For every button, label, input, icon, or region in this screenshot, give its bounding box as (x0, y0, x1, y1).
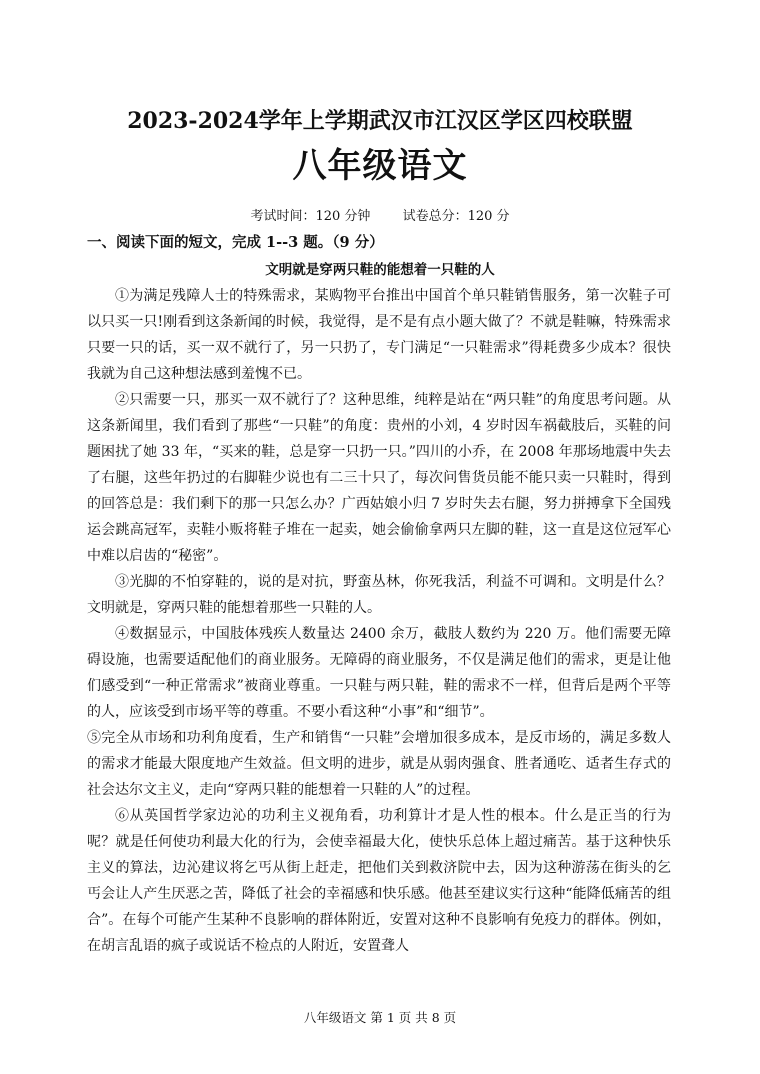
paragraph-1: ①为满足残障人士的特殊需求，某购物平台推出中国首个单只鞋销售服务，第一次鞋子可以只买一只!刚看到这条新闻的时候，我觉得，是不是有点小题大做了？不就是鞋嘛，特殊需求只要一只的话，买一双不就行了，另一只扔了，专门满足“一只鞋需求”得耗费多少成本？很快我就为自己这种想法感到羞愧不已。 (87, 288, 671, 382)
page-footer: 八年级语文 第 1 页 共 8 页 (303, 1010, 457, 1025)
exam-time: 考试时间：120 分钟 (250, 209, 371, 224)
exam-title-subject: 八年级语文 (292, 146, 468, 186)
paragraph-5: ⑤完全从市场和功利角度看，生产和销售“一只鞋”会增加很多成本，是反市场的，满足多数人的需求才能最大限度地产生效益。但文明的进步，就是从弱肉强食、胜者通吃、适者生存式的社会达尔文主义，走向“穿两只鞋的能想着一只鞋的人”的过程。 (87, 730, 671, 798)
paragraph-3: ③光脚的不怕穿鞋的，说的是对抗，野蛮丛林，你死我活，利益不可调和。文明是什么？文明就是，穿两只鞋的能想着那些一只鞋的人。 (87, 574, 671, 616)
section-heading: 一、阅读下面的短文，完成 1--3 题。（9 分） (87, 234, 384, 251)
paragraph-4: ④数据显示，中国肢体残疾人数量达 2400 余万，截肢人数约为 220 万。他们需要无障碍设施，也需要适配他们的商业服务。无障碍的商业服务，不仅是满足他们的需求，更是让他们感受到“一种正常需求”被商业尊重。一只鞋与两只鞋，鞋的需求不一样，但背后是两个平等的人，应该受到市场平等的尊重。不要小看这种“小事”和“细节”。 (87, 626, 671, 720)
paragraph-2: ②只需要一只，那买一双不就行了？这种思维，纯粹是站在“两只鞋”的角度思考问题。从这条新闻里，我们看到了那些“一只鞋”的角度：贵州的小刘，4 岁时因车祸截肢后，买鞋的问题困扰了她 33 年，“买来的鞋，总是穿一只扔一只。”四川的小乔，在 2008 年那场地震中失去了右腿，这些年扔过的右脚鞋少说也有二三十只了，每次问售货员能不能只卖一只鞋时，得到的回答总是：我们剩下的那一只怎么办？广西姑娘小归 7 岁时失去右腿，努力拼搏拿下全国残运会跳高冠军，卖鞋小贩将鞋子堆在一起卖，她会偷偷拿两只左脚的鞋，这一直是这位冠军心中难以启齿的“秘密”。 (87, 392, 671, 564)
paragraph-6: ⑥从英国哲学家边沁的功利主义视角看，功利算计才是人性的根本。什么是正当的行为呢？就是任何使功利最大化的行为，会使幸福最大化，使快乐总体上超过痛苦。基于这种快乐主义的算法，边沁建议将乞丐从街上赶走，把他们关到救济院中去，因为这种游荡在街头的乞丐会让人产生厌恶之苦，降低了社会的幸福感和快乐感。他甚至建议实行这种“能降低痛苦的组合”。在每个可能产生某种不良影响的群体附近，安置对这种不良影响有免疫力的群体。例如，在胡言乱语的疯子或说话不检点的人附近，安置聋人 (87, 808, 671, 954)
exam-info (0, 205, 760, 224)
article-title: 文明就是穿两只鞋的能想着一只鞋的人 (265, 262, 495, 278)
exam-title-line1: 2023-2024学年上学期武汉市江汉区学区四校联盟 (127, 108, 633, 134)
article-body (87, 283, 671, 959)
total-score: 试卷总分：120 分 (402, 209, 510, 224)
